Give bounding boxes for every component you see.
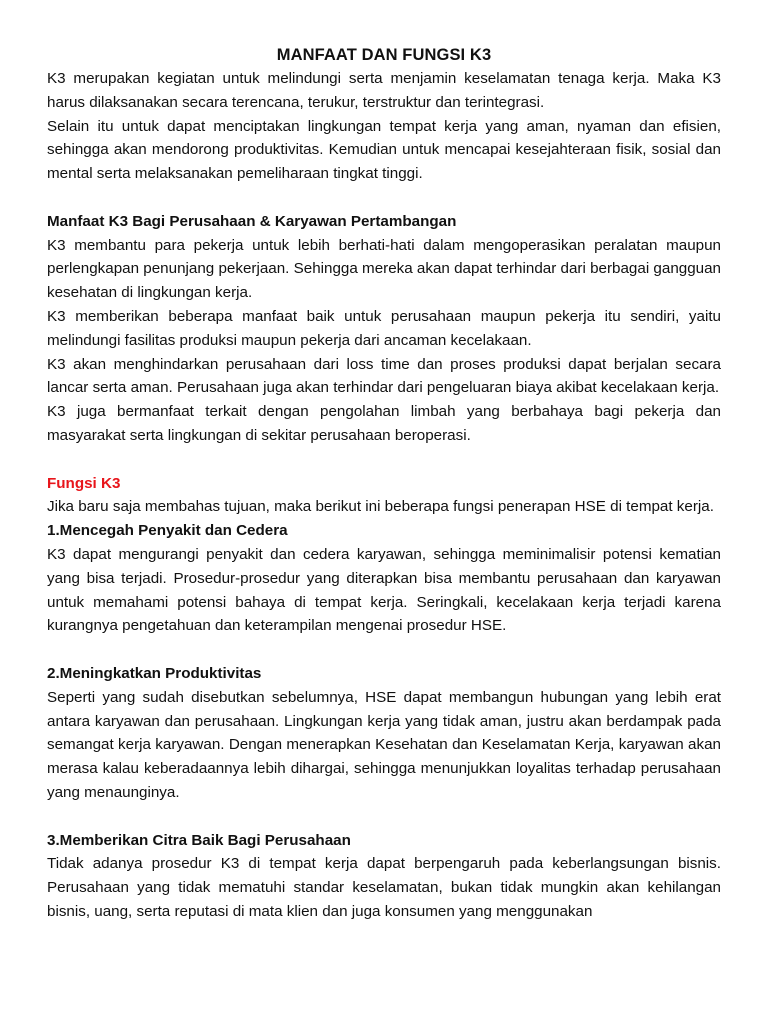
section-gap [47,448,721,472]
document-page [47,44,721,924]
fungsi-heading: Fungsi K3 [47,474,121,492]
section-gap [47,805,721,829]
fungsi-item-1-text: K3 dapat mengurangi penyakit dan cedera karyawan, sehingga meminimalisir potensi kematian yang bisa terjadi. Prosedur-prosedur yang diterapkan bisa membantu perusahaan dan karyawan untuk memahami potensi bahaya di tempat kerja. Seringkali, kecelakaan kerja terjadi karena kurangnya pengetahuan dan keterampilan mengenai prosedur HSE. [47,545,721,635]
document-title: MANFAAT DAN FUNGSI K3 [276,46,492,64]
manfaat-paragraph-4: K3 juga bermanfaat terkait dengan pengolahan limbah yang berbahaya bagi pekerja dan masyarakat serta lingkungan di sekitar perusahaan beroperasi. [47,403,721,444]
fungsi-item-3-text: Tidak adanya prosedur K3 di tempat kerja dapat berpengaruh pada keberlangsungan bisnis. Perusahaan yang tidak mematuhi standar keselamatan, bukan tidak mungkin akan kehilangan bisnis, uang, serta reputasi di mata klien dan juga konsumen yang menggunakan [47,855,721,920]
manfaat-paragraph-2: K3 memberikan beberapa manfaat baik untuk perusahaan maupun pekerja itu sendiri, yaitu melindungi fasilitas produksi maupun pekerja dari ancaman kecelakaan. [47,307,721,349]
fungsi-item-2-text: Seperti yang sudah disebutkan sebelumnya, HSE dapat membangun hubungan yang lebih erat antara karyawan dan perusahaan. Lingkungan kerja yang tidak aman, justru akan berdampak pada semangat kerja karyawan. Dengan menerapkan Kesehatan dan Keselamatan Kerja, karyawan akan merasa kalau keberadaannya lebih dihargai, sehingga menunjukkan loyalitas terhadap perusahaan yang menaunginya. [47,688,721,801]
fungsi-item-1-heading: 1.Mencegah Penyakit dan Cedera [47,522,288,540]
manfaat-paragraph-3: K3 akan menghindarkan perusahaan dari loss time dan proses produksi dapat berjalan secara lancar serta aman. Perusahaan juga akan terhindar dari pengeluaran biaya akibat kecelakaan kerja. [47,355,721,397]
manfaat-heading: Manfaat K3 Bagi Perusahaan & Karyawan Pertambangan [47,212,457,230]
intro-paragraph-2: Selain itu untuk dapat menciptakan lingkungan tempat kerja yang aman, nyaman dan efisien, sehingga akan mendorong produktivitas. Kemudian untuk mencapai kesejahteraan fisik, sosial dan mental serta melaksanakan pemeliharaan tingkat tinggi. [47,117,721,183]
section-gap [47,186,721,210]
fungsi-item-3-heading: 3.Memberikan Citra Baik Bagi Perusahaan [47,831,351,849]
fungsi-item-2-heading: 2.Meningkatkan Produktivitas [47,664,262,682]
fungsi-intro: Jika baru saja membahas tujuan, maka berikut ini beberapa fungsi penerapan HSE di tempat kerja. [47,498,714,516]
section-gap [47,638,721,662]
manfaat-paragraph-1: K3 membantu para pekerja untuk lebih berhati-hati dalam mengoperasikan peralatan maupun perlengkapan penunjang pekerjaan. Sehingga mereka akan dapat terhindar dari berbagai gangguan kesehatan di lingkungan kerja. [47,236,721,302]
intro-paragraph-1: K3 merupakan kegiatan untuk melindungi serta menjamin keselamatan tenaga kerja. Maka K3 harus dilaksanakan secara terencana, terukur, terstruktur dan terintegrasi. [47,70,721,111]
